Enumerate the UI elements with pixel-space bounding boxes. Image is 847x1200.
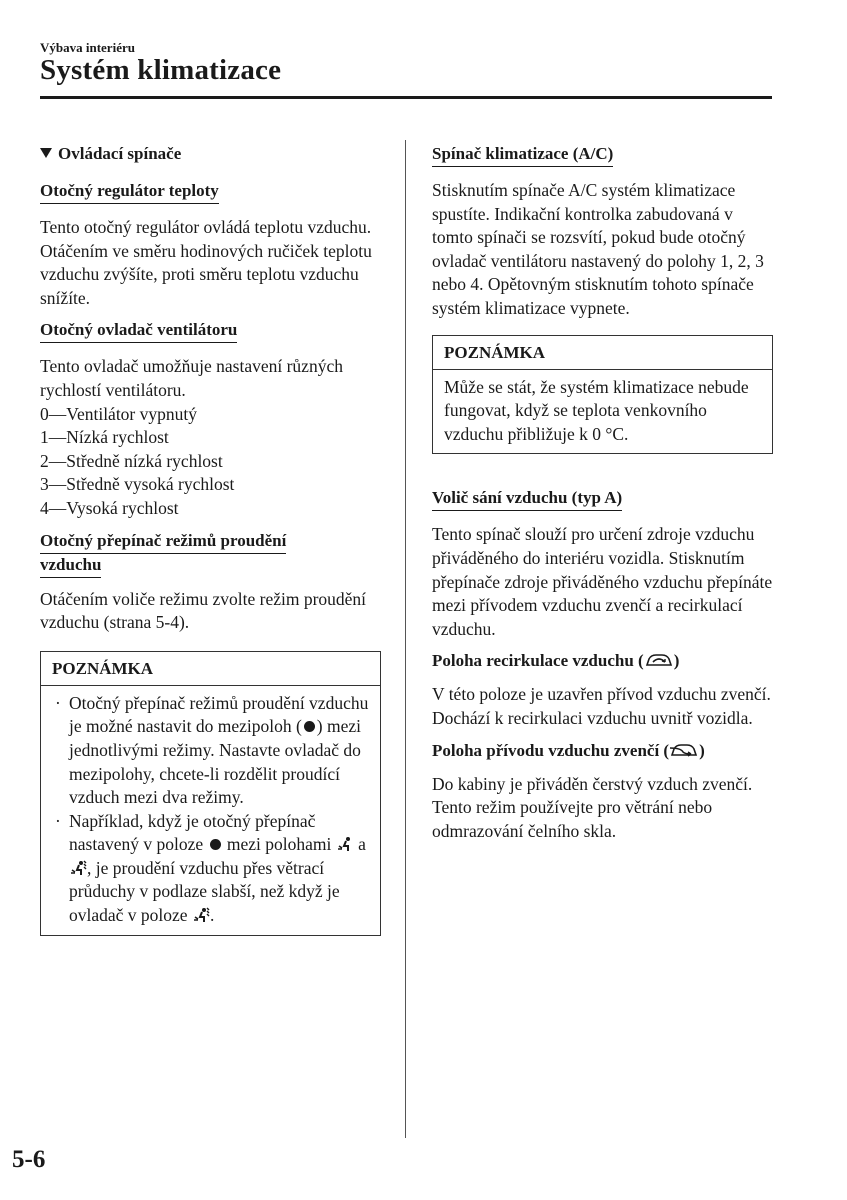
recirc-text: V této poloze je uzavřen přívod vzduchu zvenčí. Dochází k recirkulaci vzduchu uvnitř vozidla. [432,684,771,728]
fan-levels-list [40,403,385,521]
floor-defrost-mode-icon [192,907,210,923]
note-label-right: POZNÁMKA [433,336,772,370]
note-bullet-2-part3: a [358,834,366,855]
note-bullet-2-part4: , je proudění vzduchu přes větrací průduchy v podlaze slabší, než když je ovladač v poloze [69,857,340,926]
fan-control-text: Tento ovladač umožňuje nastavení různých rychlostí ventilátoru. [40,356,343,400]
note-body-left [41,686,380,935]
bullet-dot-icon: · [55,810,61,831]
floor-defrost-mode-icon [69,860,87,876]
fan-level-1: 1—Nízká rychlost [40,427,169,448]
fresh-text: Do kabiny je přiváděn čerstvý vzduch zvenčí. Tento režim používejte pro větrání nebo odmrazování čelního skla. [432,773,753,841]
black-dot-icon [304,721,315,732]
fan-control-title: Otočný ovladač ventilátoru [40,319,237,343]
note-bullet-1 [52,692,370,810]
note-bullet-2-part1: Například, když je otočný přepínač nastavený v poloze [69,810,316,855]
black-dot-icon [210,839,221,850]
fan-level-2: 2—Středně nízká rychlost [40,450,223,471]
fresh-title [432,740,774,762]
note-box-right [432,335,773,455]
note-body-right: Může se stát, že systém klimatizace nebude fungovat, když se teplota venkovního vzduchu přibližuje k 0 °C. [444,376,749,444]
recirc-title-end: ) [673,651,680,671]
note-bullet-1-part1: Otočný přepínač režimů proudění vzduchu je možné nastavit do mezipoloh ( [69,692,369,737]
note-bullet-2-part5: . [209,905,215,926]
note-bullet-1-part2: ) mezi jednotlivými režimy. Nastavte ovladač do mezipolohy, chcete-li rozdělit proudící vzduch mezi dva režimy. [69,716,361,808]
controls-heading-text: Ovládací spínače [58,144,182,163]
column-divider [405,140,406,1138]
intake-selector-text: Tento spínač slouží pro určení zdroje vzduchu přiváděného do interiéru vozidla. Stisknutím přepínače zdroje přiváděného vzduchu přepínáte mezi přívodem vzduchu zvenčí a recirkulací vzduchu. [432,524,773,639]
recirc-title [432,650,774,672]
note-bullet-2-part2: mezi polohami [226,834,332,855]
intake-selector-title: Volič sání vzduchu (typ A) [432,487,622,511]
triangle-down-icon [40,148,52,158]
note-label-left: POZNÁMKA [41,652,380,686]
mode-selector-text: Otáčením voliče režimu zvolte režim proudění vzduchu (strana 5-4). [40,588,367,633]
bullet-dot-icon: · [55,692,61,713]
right-column [432,140,774,843]
temp-control-text: Tento otočný regulátor ovládá teplotu vzduchu. Otáčením ve směru hodinových ručiček teplotu vzduchu zvýšíte, proti směru teplotu vzduchu snížíte. [40,217,372,308]
fan-level-3: 3—Středně vysoká rychlost [40,474,235,495]
mode-selector-title-line2: vzduchu [40,554,101,578]
note-box-left [40,651,381,936]
floor-mode-icon [336,836,354,852]
recirculation-car-icon [644,652,674,668]
recirc-title-text: Poloha recirkulace vzduchu ( [432,651,644,671]
left-column [40,140,385,936]
temp-control-title: Otočný regulátor teploty [40,180,219,204]
mode-selector-title-line1: Otočný přepínač režimů proudění [40,530,286,554]
fresh-title-text: Poloha přívodu vzduchu zvenčí ( [432,740,670,760]
page-number: 5-6 [12,1146,46,1173]
fresh-air-car-icon [669,742,699,758]
section-label: Výbava interiéru [40,40,135,55]
ac-switch-text: Stisknutím spínače A/C systém klimatizace spustíte. Indikační kontrolka zabudovaná v tomto spínači se rozsvítí, pokud bude otočný ovladač ventilátoru nastavený do polohy 1, 2, 3 nebo 4. Opětovným stisknutím tohoto spínače systém klimatizace vypnete. [432,180,764,318]
fresh-title-end: ) [699,740,705,760]
header-rule [40,96,772,99]
note-bullet-2 [52,810,370,928]
page-title: Systém klimatizace [40,54,282,86]
ac-switch-title: Spínač klimatizace (A/C) [432,143,613,167]
fan-level-0: 0—Ventilátor vypnutý [40,403,197,424]
controls-heading [40,143,385,165]
fan-level-4: 4—Vysoká rychlost [40,497,179,518]
